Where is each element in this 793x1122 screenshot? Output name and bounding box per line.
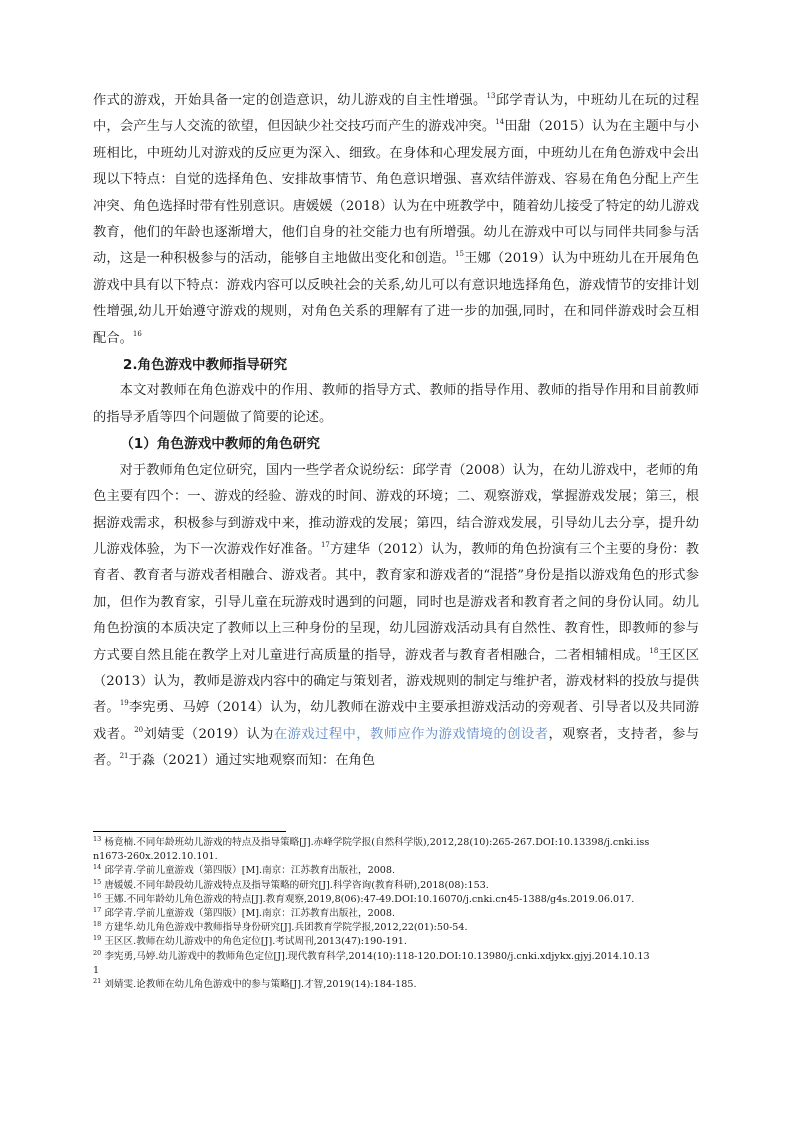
footnote-number: 16: [93, 891, 102, 900]
text-span: 邱学青认为，中班幼儿在玩的过程中，会产生与人交流的欲望，但因缺少社交技巧而产生的游戏冲突。: [93, 93, 700, 135]
footnote-ref[interactable]: 19: [119, 699, 129, 708]
footnote-ref[interactable]: 20: [134, 725, 144, 734]
footnote-number: 18: [93, 920, 102, 929]
text-span: 于淼（2021）通过实地观察而知：在角色: [128, 753, 376, 769]
footnote-number: 19: [93, 934, 102, 943]
footnote-number: 13: [93, 835, 102, 843]
footnote-number: 15: [93, 877, 102, 886]
footnote-text: 邱学青.学前儿童游戏（第四版）[M].南京：江苏教育出版社，2008.: [104, 908, 396, 920]
body-text: [93, 88, 699, 775]
footnote-text: 李宪勇,马婷.幼儿游戏中的教师角色定位[J].现代教育科学,2014(10):118-120.DOI:10.13980/j.cnki.xdjykx.gjyj.2014.10.131: [93, 950, 650, 976]
footnote-text: 邱学青.学前儿童游戏（第四版）[M].南京：江苏教育出版社，2008.: [104, 865, 396, 877]
footnote-number: 17: [93, 906, 102, 915]
footnotes: [93, 836, 653, 992]
section-heading: 2.角色游戏中教师指导研究: [122, 357, 288, 374]
text-span: 刘婧雯（2019）认为: [143, 726, 274, 742]
text-span: 王娜（2019）认为中班幼儿在开展角色游戏中具有以下特点：游戏内容可以反映社会的关系,幼儿可以有意识地选择角色，游戏情节的安排计划性增强,幼儿开始遵守游戏的规则，对角色关系的理解有了进一步的加强,同时，在和同伴游戏时会互相配合。: [93, 251, 700, 346]
footnote-ref[interactable]: 16: [132, 329, 142, 338]
footnote: [93, 950, 653, 978]
paragraph-2: 本文对教师在角色游戏中的作用、教师的指导方式、教师的指导作用、教师的指导作用和目前教师的指导矛盾等四个问题做了简要的论述。: [93, 383, 699, 425]
highlighted-text: 在游戏过程中，教师应作为游戏情境的创设者: [273, 726, 549, 742]
footnote: [93, 879, 653, 893]
footnote: [93, 836, 653, 864]
footnote-separator: [93, 831, 286, 832]
footnote-text: 唐媛媛.不同年龄段幼儿游戏特点及指导策略的研究[J].科学咨询(教育科研),2018(08):153.: [104, 879, 489, 891]
footnote: [93, 978, 653, 992]
footnote: [93, 864, 653, 878]
footnote: [93, 935, 653, 949]
footnote: [93, 921, 653, 935]
text-span: ，观察者，支持者，参与者。: [93, 726, 700, 769]
footnote-text: 王娜.不同年龄幼儿角色游戏的特点[J].教育观察,2019,8(06):47-49.DOI:10.16070/j.cnki.cn45-1388/g4s.2019.06.017.: [104, 893, 635, 905]
footnote-ref[interactable]: 21: [119, 752, 129, 761]
footnote-number: 20: [93, 948, 102, 957]
text-span: 作式的游戏，开始具备一定的创造意识，幼儿游戏的自主性增强。: [93, 93, 487, 108]
footnote-number: 21: [93, 977, 102, 986]
footnote-text: 王区区.教师在幼儿游戏中的角色定位[J].考试周刊,2013(47):190-191.: [104, 936, 407, 948]
text-span: 田甜（2015）认为在主题中与小班相比，中班幼儿对游戏的反应更为深入、细致。在身体和心理发展方面，中班幼儿在角色游戏中会出现以下特点：自觉的选择角色、安排故事情节、角色意识增强、喜欢结伴游戏、容易在角色分配上产生冲突、角色选择时带有性别意识。唐媛媛（2018）认为在中班教学中，随着幼儿接受了特定的幼儿游戏教育，他们的年龄也逐渐增大，他们自身的社交能力也有所增强。幼儿在游戏中可以与同伴共同参与活动，这是一种积极参与的活动，能够自主地做出变化和创造。: [93, 119, 699, 267]
text-span: 对于教师角色定位研究，国内一些学者众说纷纭：邱学青（2008）认为，在幼儿游戏中，老师的角色主要有四个：一、游戏的经验、游戏的时间、游戏的环境；二、观察游戏，掌握游戏发展；第三，根据游戏需求，积极参与到游戏中来，推动游戏的发展；第四，结合游戏发展，引导幼儿去分享，提升幼儿游戏体验，为下一次游戏作好准备。: [93, 462, 699, 557]
subsection-heading: （1）角色游戏中教师的角色研究: [120, 436, 320, 453]
footnote-ref[interactable]: 17: [320, 540, 330, 549]
text-span: 王区区（2013）认为，教师是游戏内容中的确定与策划者，游戏规则的制定与维护者，游戏材料的投放与提供者。: [93, 647, 700, 716]
text-span: 方建华（2012）认为，教师的角色扮演有三个主要的身份：教育者、教育者与游戏者相融合、游戏者。其中，教育家和游戏者的“混搭”身份是指以游戏角色的形式参加，但作为教育家，引导儿童在玩游戏时遇到的问题，同时也是游戏者和教育者之间的身份认同。幼儿角色扮演的本质决定了教师以上三种身份的呈现，幼儿园游戏活动具有自然性、教育性，即教师的参与方式要自然且能在教学上对儿童进行高质量的指导，游戏者与教育者相融合，二者相辅相成。: [93, 541, 700, 663]
paragraph-3: [93, 458, 699, 775]
footnote-text: 杨竟楠.不同年龄班幼儿游戏的特点及指导策略[J].赤峰学院学报(自然科学版),2012,28(10):265-267.DOI:10.13398/j.cnki.issn1673-260x.2012.10.101.: [93, 837, 650, 863]
footnote-number: 14: [93, 863, 102, 872]
footnote: [93, 907, 653, 921]
paragraph-1: [93, 88, 699, 352]
text-span: 李宪勇、马婷（2014）认为，幼儿教师在游戏中主要承担游戏活动的旁观者、引导者以及共同游戏者。: [93, 700, 700, 742]
footnote-text: 方建华.幼儿角色游戏中教师指导身份研究[J].兵团教育学院学报,2012,22(01):50-54.: [104, 922, 468, 934]
footnote-ref[interactable]: 13: [486, 92, 496, 100]
footnote-text: 刘婧雯.论教师在幼儿角色游戏中的参与策略[J].才智,2019(14):184-185.: [104, 979, 417, 991]
footnote-ref[interactable]: 18: [649, 646, 659, 655]
footnote-ref[interactable]: 14: [495, 118, 505, 127]
footnote: [93, 893, 653, 907]
footnote-ref[interactable]: 15: [455, 250, 464, 259]
